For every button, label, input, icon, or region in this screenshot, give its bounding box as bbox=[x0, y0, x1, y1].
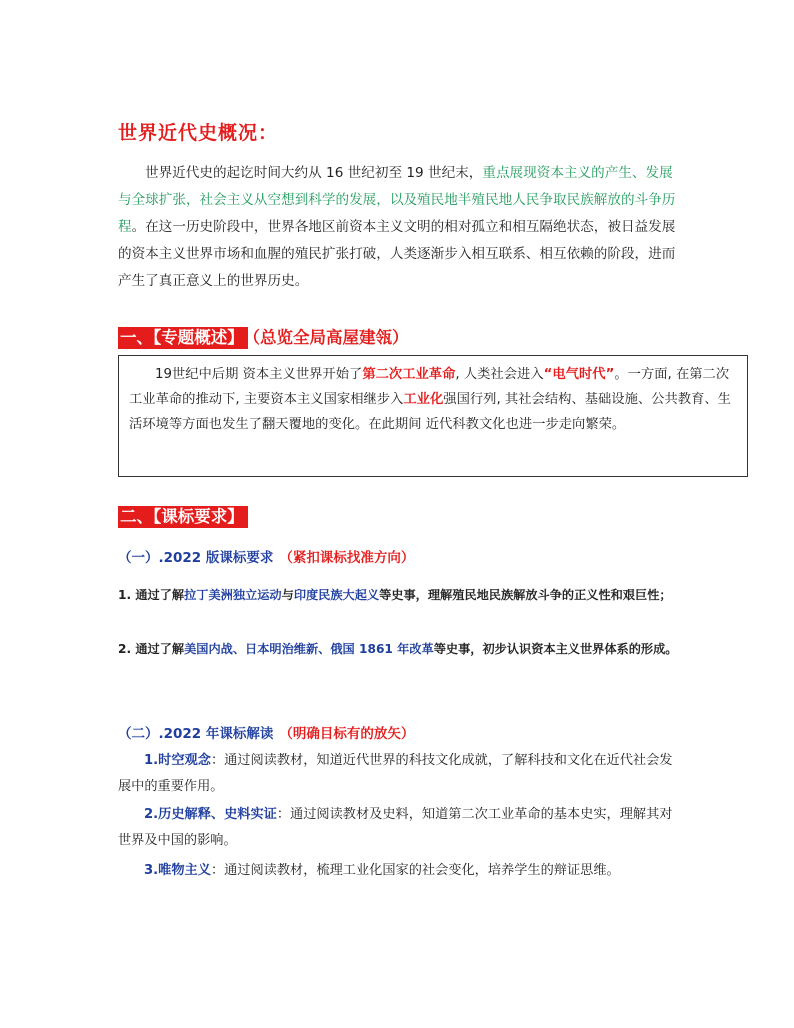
intro-text-1: 世界近代史的起讫时间大约从 16 世纪初至 19 世纪末， bbox=[145, 165, 483, 181]
subsection-2-tail: （明确目标有的放矢） bbox=[279, 726, 415, 742]
overview-box bbox=[118, 355, 748, 477]
intro-highlight: 重点展现资本主义的产生、发展与全球扩张，社会主义从空想到科学的发展，以及殖民地半殖民地人民争取民族解放的斗争历程 bbox=[118, 165, 676, 235]
requirement-1-keyword-2: 印度民族大起义 bbox=[293, 588, 380, 602]
overview-text-d: 强国行列, 其社会结构、基础设施、公共教育、生活环境等方面也发生了翻天覆地的变化。在此期间 近代科教文化也进一步走向繁荣。 bbox=[129, 392, 731, 432]
section-2-heading bbox=[118, 503, 248, 527]
interpretation-item bbox=[118, 748, 683, 800]
requirement-2-keyword: 美国内战、日本明治维新、俄国 1861 年改革 bbox=[184, 642, 434, 656]
requirement-1-keyword-1: 拉丁美洲独立运动 bbox=[184, 588, 282, 602]
overview-text-b: , 人类社会进入 bbox=[455, 367, 544, 382]
subsection-2-label: （二）.2022 年课标解读 bbox=[118, 726, 274, 742]
subsection-1-heading bbox=[118, 546, 414, 566]
section-1-tail: （总览全局高屋建瓴） bbox=[251, 328, 409, 347]
intro-paragraph bbox=[118, 160, 683, 295]
section-2-label: 二、【课标要求】 bbox=[118, 506, 248, 528]
subsection-1-label: （一）.2022 版课标要求 bbox=[118, 550, 274, 566]
requirement-2-text-a: 通过了解 bbox=[135, 642, 185, 656]
overview-keyword-2: “电气时代” bbox=[543, 367, 615, 382]
interpretation-text: ：通过阅读教材，梳理工业化国家的社会变化，培养学生的辩证思维。 bbox=[210, 863, 620, 878]
interpretation-item bbox=[118, 858, 683, 884]
overview-keyword-1: 第二次工业革命 bbox=[362, 367, 456, 382]
interpretation-text: ：通过阅读教材，知道近代世界的科技文化成就，了解科技和文化在近代社会发展中的重要作用。 bbox=[118, 753, 673, 794]
requirement-1-text-a: 通过了解 bbox=[135, 588, 185, 602]
requirement-1-number: 1. bbox=[118, 588, 132, 602]
interpretation-key: 3.唯物主义 bbox=[144, 863, 211, 878]
interpretation-key: 1.时空观念 bbox=[144, 753, 211, 768]
interpretation-key: 2.历史解释、史料实证 bbox=[144, 807, 277, 822]
overview-text-a: 19世纪中后期 资本主义世界开始了 bbox=[155, 367, 363, 382]
subsection-1-tail: （紧扣课标找准方向） bbox=[279, 550, 415, 566]
intro-text-2: 。在这一历史阶段中，世界各地区前资本主义文明的相对孤立和相互隔绝状态，被日益发展的资本主义世界市场和血腥的殖民扩张打破，人类逐渐步入相互联系、相互依赖的阶段，进而产生了真正意义上的世界历史。 bbox=[118, 219, 676, 289]
requirement-1-text-b: 与 bbox=[281, 588, 294, 602]
interpretation-item bbox=[118, 802, 683, 854]
overview-text-c: 。一方面, 在第二次工业革命的推动下, 主要资本主义国家相继步入 bbox=[129, 367, 730, 407]
requirement-2-text-b: 等史事，初步认识资本主义世界体系的形成。 bbox=[433, 642, 678, 656]
section-1-heading bbox=[118, 324, 409, 348]
interpretation-text: ：通过阅读教材及史料，知道第二次工业革命的基本史实，理解其对世界及中国的影响。 bbox=[118, 807, 673, 848]
page-title: 世界近代史概况： bbox=[118, 122, 279, 144]
requirement-2-number: 2. bbox=[118, 642, 132, 656]
requirement-1 bbox=[118, 582, 678, 608]
requirement-1-text-c: 等史事，理解殖民地民族解放斗争的正义性和艰巨性； bbox=[379, 588, 672, 602]
requirement-2 bbox=[118, 636, 678, 662]
section-1-label: 一、【专题概述】 bbox=[118, 327, 248, 349]
overview-keyword-3: 工业化 bbox=[403, 392, 444, 407]
subsection-2-heading bbox=[118, 722, 414, 742]
